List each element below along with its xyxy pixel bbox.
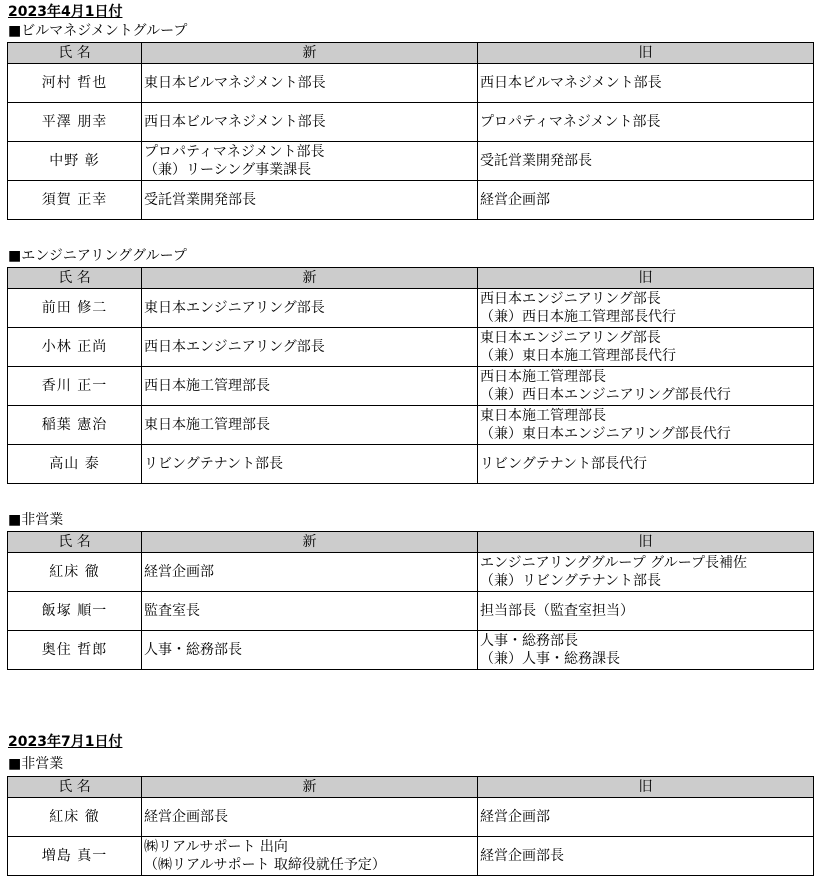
table-row [8, 631, 814, 670]
new-position: 東日本ビルマネジメント部長 [142, 64, 478, 103]
position-line: ㈱リアルサポート 出向 [144, 839, 288, 855]
person-name: 平澤 朋幸 [8, 103, 142, 142]
table-row [8, 328, 814, 367]
header-new: 新 [142, 532, 478, 553]
header-new: 新 [142, 268, 478, 289]
new-position: 監査室長 [142, 592, 478, 631]
header-new: 新 [142, 777, 478, 798]
table-row [8, 406, 814, 445]
table-row [8, 837, 814, 876]
person-name: 紅床 徹 [8, 553, 142, 592]
header-old: 旧 [478, 43, 814, 64]
person-name: 前田 修二 [8, 289, 142, 328]
new-position: 西日本ビルマネジメント部長 [142, 103, 478, 142]
person-name: 稲葉 憲治 [8, 406, 142, 445]
person-name: 中野 彰 [8, 142, 142, 181]
table-row [8, 181, 814, 220]
new-position: 東日本エンジニアリング部長 [142, 289, 478, 328]
person-name: 紅床 徹 [8, 798, 142, 837]
person-name: 小林 正尚 [8, 328, 142, 367]
table-row [8, 592, 814, 631]
position-line: 東日本エンジニアリング部長 [480, 330, 661, 346]
person-name: 飯塚 順一 [8, 592, 142, 631]
old-position: 西日本ビルマネジメント部長 [478, 64, 814, 103]
table-row [8, 103, 814, 142]
old-position: 経営企画部長 [478, 837, 814, 876]
person-name: 増島 真一 [8, 837, 142, 876]
new-position: 受託営業開発部長 [142, 181, 478, 220]
header-row [8, 532, 814, 553]
person-name: 河村 哲也 [8, 64, 142, 103]
old-position: 受託営業開発部長 [478, 142, 814, 181]
old-position: プロパティマネジメント部長 [478, 103, 814, 142]
header-new: 新 [142, 43, 478, 64]
personnel-table [7, 42, 814, 220]
section-title: ■非営業 [8, 512, 64, 528]
new-position: 西日本エンジニアリング部長 [142, 328, 478, 367]
position-line: （兼）リーシング事業課長 [144, 162, 312, 178]
new-position: 西日本施工管理部長 [142, 367, 478, 406]
section-title: ■エンジニアリンググループ [8, 248, 187, 264]
header-old: 旧 [478, 268, 814, 289]
table-row [8, 64, 814, 103]
new-position: 人事・総務部長 [142, 631, 478, 670]
new-position: 東日本施工管理部長 [142, 406, 478, 445]
table-row [8, 142, 814, 181]
section-title: ■非営業 [8, 756, 64, 772]
old-position [478, 406, 814, 445]
header-row [8, 777, 814, 798]
position-line: 西日本エンジニアリング部長 [480, 291, 661, 307]
new-position: 経営企画部 [142, 553, 478, 592]
person-name: 奥住 哲郎 [8, 631, 142, 670]
position-line: エンジニアリンググループ グループ長補佐 [480, 555, 748, 571]
date-heading: 2023年7月1日付 [8, 734, 123, 750]
old-position [478, 328, 814, 367]
table-row [8, 553, 814, 592]
old-position [478, 289, 814, 328]
header-name: 氏 名 [8, 532, 142, 553]
table-row [8, 798, 814, 837]
person-name: 香川 正一 [8, 367, 142, 406]
position-line: プロパティマネジメント部長 [144, 144, 325, 160]
old-position [478, 367, 814, 406]
new-position: リビングテナント部長 [142, 445, 478, 484]
header-old: 旧 [478, 777, 814, 798]
old-position: 経営企画部 [478, 181, 814, 220]
old-position [478, 631, 814, 670]
table-row [8, 445, 814, 484]
position-line: （兼）人事・総務課長 [480, 651, 620, 667]
position-line: 東日本施工管理部長 [480, 408, 606, 424]
section-title: ■ビルマネジメントグループ [8, 23, 188, 39]
person-name: 須賀 正幸 [8, 181, 142, 220]
table-row [8, 367, 814, 406]
header-name: 氏 名 [8, 777, 142, 798]
personnel-table [7, 531, 814, 670]
new-position: 経営企画部長 [142, 798, 478, 837]
position-line: （㈱リアルサポート 取締役就任予定） [144, 857, 386, 873]
header-row [8, 43, 814, 64]
position-line: （兼）東日本エンジニアリング部長代行 [480, 426, 731, 442]
position-line: （兼）リビングテナント部長 [480, 573, 662, 589]
header-name: 氏 名 [8, 268, 142, 289]
position-line: 西日本施工管理部長 [480, 369, 606, 385]
date-heading: 2023年4月1日付 [8, 4, 123, 20]
personnel-table [7, 267, 814, 484]
position-line: （兼）東日本施工管理部長代行 [480, 348, 676, 364]
personnel-table [7, 776, 814, 876]
person-name: 高山 泰 [8, 445, 142, 484]
old-position: リビングテナント部長代行 [478, 445, 814, 484]
header-name: 氏 名 [8, 43, 142, 64]
position-line: 人事・総務部長 [480, 633, 578, 649]
old-position [478, 553, 814, 592]
header-old: 旧 [478, 532, 814, 553]
table-row [8, 289, 814, 328]
position-line: （兼）西日本施工管理部長代行 [480, 309, 676, 325]
new-position [142, 142, 478, 181]
new-position [142, 837, 478, 876]
header-row [8, 268, 814, 289]
old-position: 経営企画部 [478, 798, 814, 837]
old-position: 担当部長（監査室担当） [478, 592, 814, 631]
position-line: （兼）西日本エンジニアリング部長代行 [480, 387, 731, 403]
